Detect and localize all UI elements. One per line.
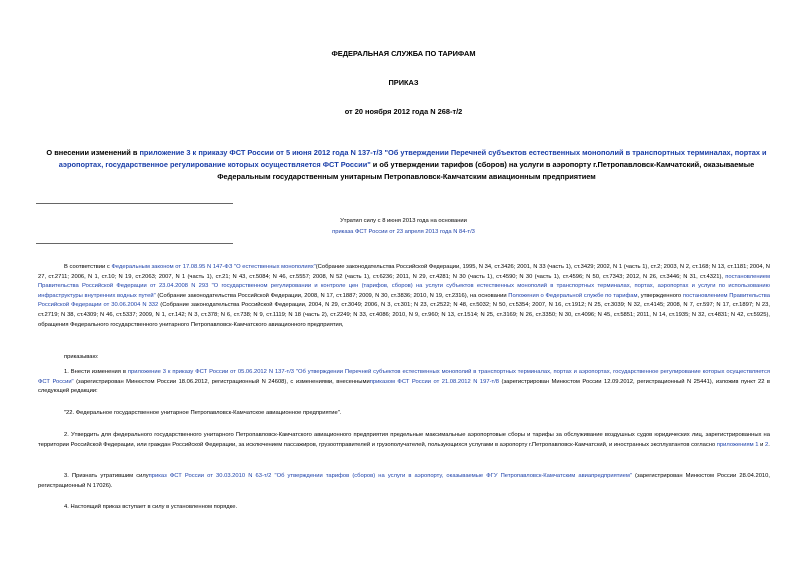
appendix-3-order-137-link[interactable]: приложение 3 к приказу ФСТ России от 05.06.2012 N 137-т/3 "Об утверждении Перечней субъектов естественных монополий в транспортных терминалах, портах и аэропортах, государственное регулирование которых осуществляется ФСТ России" [38, 369, 770, 385]
document-title [44, 147, 769, 183]
item-1-quote: "22. Федеральное государственное унитарное Петропавловск-Камчатское авиационное предприятие". [64, 410, 342, 416]
item-2-text-2: и [758, 441, 765, 448]
divider-bottom [36, 243, 233, 244]
preamble-paragraph [38, 263, 770, 330]
order-63-link[interactable]: приказ ФСТ России от 30.03.2010 N 63-т/2 "Об утверждении тарифов (сборов) на услуги в аэропорту, оказываемые ФГУ Петропавловск-Камчатским авиапредприятием" [148, 473, 632, 479]
title-prefix: О внесении изменений в [46, 148, 140, 157]
item-2-text-3: . [768, 441, 770, 448]
repeal-note-text: Утратил силу с 8 июня 2013 года на основании [340, 218, 467, 224]
fst-regulation-link[interactable]: Положения о Федеральной службе по тарифам [508, 292, 638, 299]
appendix-1-link[interactable]: приложениям 1 [716, 441, 759, 448]
item-1 [38, 368, 770, 397]
preamble-text-5: (Собрание законодательства Российской Федерации, 2004, N 29, ст.3049; 2006, N 3, ст.301; N 23, ст.2522; N 48, ст.5032; N 50, ст.5354; 2007, N 16, ст.1912; N 25, ст.3039; N 32, ст.4145; 2008, N 7, ст.597; N 17, ст.1897; N 23, ст.2719; N 38, ст.4309; N 46, ст.5337; 2009, N 1, ст.142; N 3, ст.378; N 6, ст.738; N 9, ст.1119; N 18 (часть 2), ст.2249; N 33, ст.4086; 2010, N 9, ст.960; N 13, ст.1514; N 25, ст.3169; N 26, ст.3350; N 30, ст.4096; N 45, ст.5851; 2011, N 14, ст.1935; N 32, ст.4831; N 42, ст.5925), обращения Федерального государственного унитарного Петропавловск-Камчатского авиационного предприятия, [38, 302, 770, 328]
preamble-text-4: , утвержденного [637, 292, 683, 299]
order-word: приказываю: [64, 354, 99, 360]
repeal-order-link[interactable]: приказа ФСТ России от 23 апреля 2013 года N 84-т/3 [332, 229, 475, 235]
order-197-link[interactable]: приказом ФСТ России от 21.08.2012 N 197-т/8 [369, 378, 500, 385]
item-3 [38, 472, 770, 491]
item-1-text-1: 1. Внести изменения в [64, 369, 128, 375]
appendix-2-link[interactable]: 2 [764, 441, 769, 448]
title-suffix: и об утверждении тарифов (сборов) на услуги в аэропорту г.Петропавловск-Камчатский, оказываемые Федеральным государственным унитарным Петропавловск-Камчатским авиационным предприятием [217, 160, 755, 181]
item-3-text-2: (зарегистрирован Минюстом России 28.04.2010, регистрационный N 17026). [38, 473, 770, 489]
item-4: 4. Настоящий приказ вступает в силу в установленном порядке. [64, 504, 238, 510]
preamble-text-2: (Собрание законодательства Российской Федерации, 1995, N 34, ст.3426; 2001, N 33 (часть 1), ст.3429; 2002, N 1 (часть 1), ст.2; 2003, N 2, ст.168; N 13, ст.1181; 2004, N 27, ст.2711; 2006, N 1, ст.10; N 19, ст.2063; 2007, N 1 (часть 1), ст.21; N 43, ст.5084; N 46, ст.5557; 2008, N 52 (часть 1), ст.6236; 2011, N 29, ст.4281; N 30 (часть 1), ст.4590; N 30 (часть 1), ст.4596; N 50, ст.7343; 2012, N 26, ст.3446; N 31, ст.4321), [38, 264, 770, 280]
title-link[interactable]: приложение 3 к приказу ФСТ России от 5 июня 2012 года N 137-т/3 "Об утверждении Перечней субъектов естественных монополий в транспортных терминалах, портах и аэропортах, государственное регулирование которых осуществляется ФСТ России" [58, 148, 767, 169]
divider-top [36, 203, 233, 204]
government-decree-332-link[interactable]: постановлением Правительства Российской Федерации от 30.06.2004 N 332 [38, 292, 770, 309]
preamble-text-3: (Собрание законодательства Российской Федерации, 2008, N 17, ст.1887; 2009, N 30, ст.3836; 2010, N 19, ст.2316), на основании [155, 292, 509, 299]
federal-law-link[interactable]: Федеральным законом от 17.08.95 N 147-ФЗ "О естественных монополиях" [111, 264, 316, 270]
item-2 [38, 431, 770, 450]
item-3-text-1: 3. Признать утратившим силу [64, 473, 149, 479]
item-1-text-2: (зарегистрирован Минюстом России 18.06.2012, регистрационный N 24608), с изменениями, внесенными [73, 378, 370, 385]
repeal-note [200, 216, 607, 238]
preamble-text-1: В соответствии с [64, 264, 112, 270]
item-2-text-1: 2. Утвердить для федерального государственного унитарного Петропавловск-Камчатского авиационного предприятия предельные максимальные аэропортовые сборы и тарифы за обслуживание воздушных судов юридических лиц, зарегистрированных на территории Российской Федерации, или граждан Российской Федерации, за исключением пассажиров, грузоотправителей и грузополучателей, пользующихся услугами в аэропорту г.Петропавловск-Камчатский, и иностранных эксплуатантов согласно [38, 432, 770, 448]
government-decree-293-link[interactable]: постановлением Правительства Российской Федерации от 23.04.2008 N 293 "О государственном регулировании и контроле цен (тарифов, сборов) на услуги субъектов естественных монополий в транспортных терминалах, портах, аэропортах и услуги по использованию инфраструктуры внутренних водных путей" [38, 273, 770, 299]
document-type: ПРИКАЗ [388, 78, 419, 87]
item-1-text-3: (зарегистрирован Минюстом России 12.09.2012, регистрационный N 25441), изложив пункт 22 в следующей редакции: [38, 378, 770, 395]
document-date: от 20 ноября 2012 года N 268-т/2 [344, 107, 463, 116]
agency-name: ФЕДЕРАЛЬНАЯ СЛУЖБА ПО ТАРИФАМ [331, 49, 476, 58]
